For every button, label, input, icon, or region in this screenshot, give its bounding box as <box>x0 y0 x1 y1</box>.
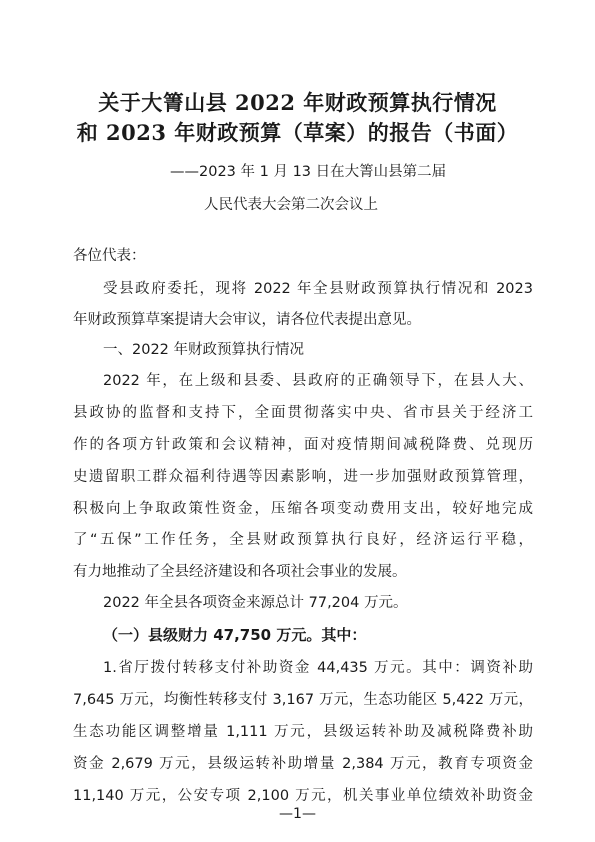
item-1-paragraph-line: 1.省厅拨付转移支付补助资金 44,435 万元。其中：调资补助 <box>103 660 533 676</box>
section-1-paragraph-line: 2022 年，在上级和县委、县政府的正确领导下，在县人大、 <box>103 373 533 389</box>
section-1-heading: 一、2022 年财政预算执行情况 <box>103 342 305 358</box>
page-number: —1— <box>279 806 316 822</box>
salutation: 各位代表： <box>73 248 146 264</box>
report-subtitle-line-1: ——2023 年 1 月 13 日在大箐山县第二届 <box>170 164 447 180</box>
intro-paragraph-line: 受县政府委托，现将 2022 年全县财政预算执行情况和 2023 <box>103 281 533 297</box>
total-funds-line: 2022 年全县各项资金来源总计 77,204 万元。 <box>103 595 408 611</box>
section-1-paragraph-line: 有力地推动了全县经济建设和各项社会事业的发展。 <box>73 564 407 580</box>
section-1-paragraph-line: 了“五保”工作任务，全县财政预算执行良好，经济运行平稳， <box>73 532 533 548</box>
item-1-paragraph-line: 7,645 万元，均衡性转移支付 3,167 万元，生态功能区 5,422 万元， <box>73 692 533 708</box>
section-1-paragraph-line: 作的各项方针政策和会议精神，面对疫情期间减税降费、兑现历 <box>73 437 533 453</box>
subsection-1-heading: （一）县级财力 47,750 万元。其中： <box>103 626 367 644</box>
section-1-paragraph-line: 积极向上争取政策性资金，压缩各项变动费用支出，较好地完成 <box>73 501 533 517</box>
item-1-paragraph-line: 资金 2,679 万元，县级运转补助增量 2,384 万元，教育专项资金 <box>73 756 533 772</box>
report-title-line-1: 关于大箐山县 2022 年财政预算执行情况 <box>98 90 497 115</box>
item-1-paragraph-line: 生态功能区调整增量 1,111 万元，县级运转补助及减税降费补助 <box>73 724 533 740</box>
item-1-paragraph-line: 11,140 万元，公安专项 2,100 万元，机关事业单位绩效补助资金 <box>73 788 533 804</box>
intro-paragraph-line: 年财政预算草案提请大会审议，请各位代表提出意见。 <box>73 312 421 328</box>
section-1-paragraph-line: 县政协的监督和支持下，全面贯彻落实中央、省市县关于经济工 <box>73 405 533 421</box>
report-subtitle-line-2: 人民代表大会第二次会议上 <box>204 197 378 213</box>
report-title-line-2: 和 2023 年财政预算（草案）的报告（书面） <box>76 120 519 145</box>
section-1-paragraph-line: 史遗留职工群众福利待遇等因素影响，进一步加强财政预算管理， <box>73 469 533 485</box>
